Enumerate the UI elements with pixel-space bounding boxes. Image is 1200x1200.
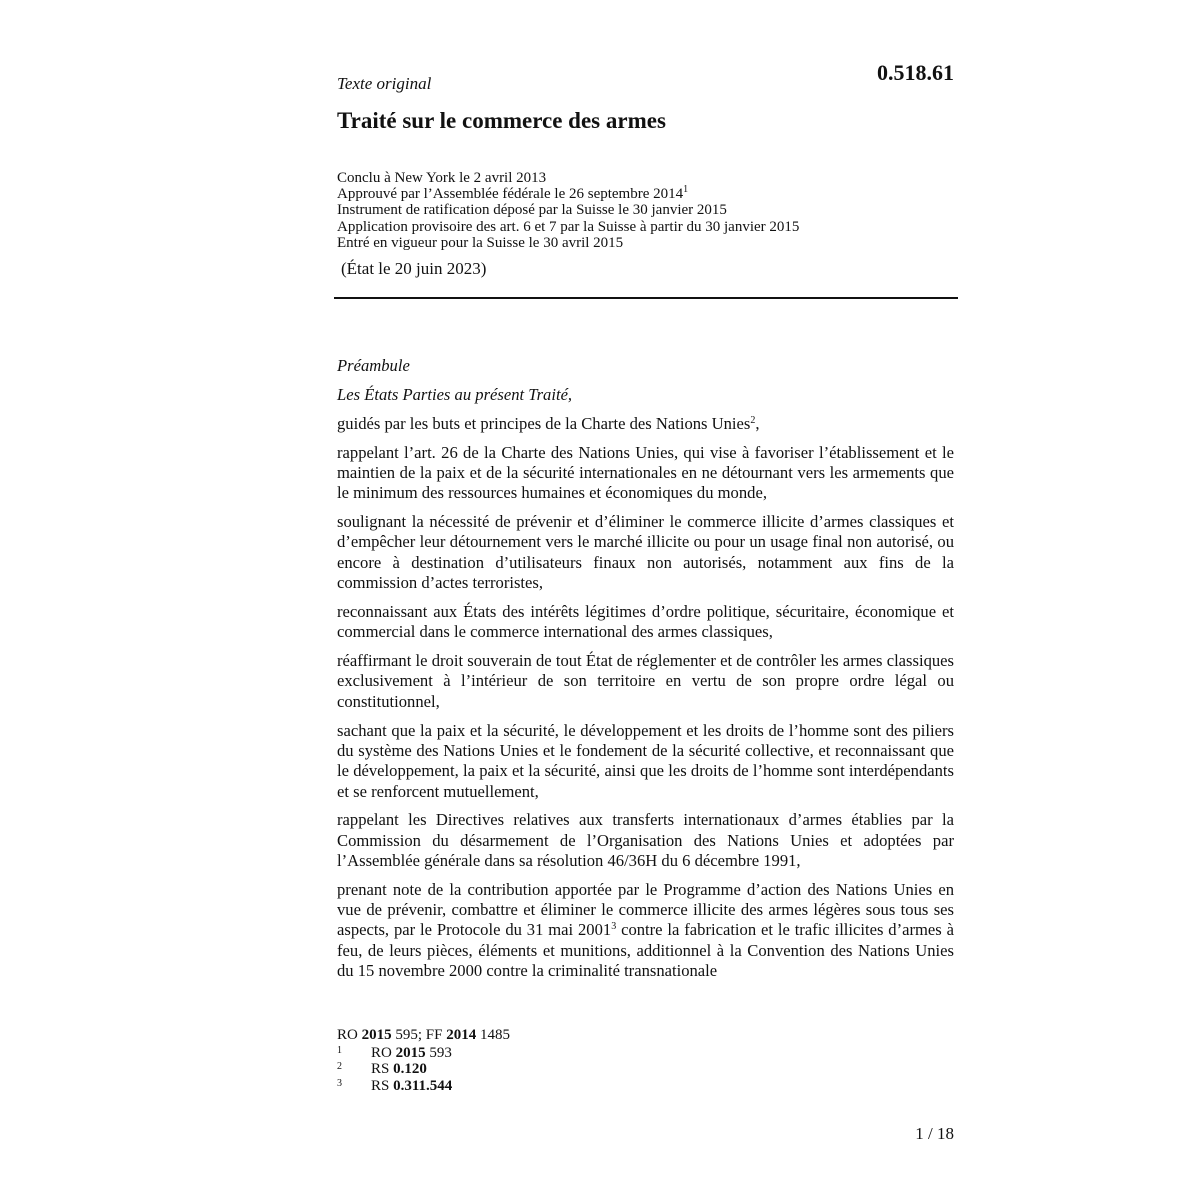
footnote: 3 RS 0.311.544 (337, 1077, 453, 1094)
footnote: 1 RO 2015 593 (337, 1045, 452, 1061)
law-number: 0.518.61 (877, 60, 954, 85)
preamble-paragraph: sachant que la paix et la sécurité, le développement et les droits de l’homme sont des piliers du système des Nations Unies et le fondement de la sécurité collective, et reconnaissant que le développement, la paix et la sécurité, ainsi que les droits de l’homme sont interdépendants et se renforcent mutuellement, (337, 720, 954, 801)
footnote-ref[interactable]: 2 (750, 414, 756, 426)
meta-line: Conclu à New York le 2 avril 2013 (337, 170, 547, 186)
meta-line: Entré en vigueur pour la Suisse le 30 avril 2015 (337, 234, 624, 251)
preamble-heading: Préambule (337, 356, 410, 375)
preamble-paragraph: rappelant l’art. 26 de la Charte des Nations Unies, qui vise à favoriser l’établissement et le maintien de la paix et de la sécurité internationales en ne détournant vers les armements que le minimum des ressources humaines et économiques du monde, (337, 442, 954, 503)
footnote: 2 RS 0.120 (337, 1061, 427, 1078)
meta-line: Instrument de ratification déposé par la Suisse le 30 janvier 2015 (337, 202, 727, 219)
preamble-paragraph: prenant note de la contribution apportée par le Programme d’action des Nations Unies en vue de prévenir, combattre et éliminer le commerce illicite des armes légères sous tous ses aspects, par le Protocole du 31 mai 2001$^3$ contre la fabrication et le trafic illicites d’armes à feu, de leurs pièces, éléments et munitions, additionnel à la Convention des Nations Unies du 15 novembre 2000 contre la criminalité transnationale (337, 879, 954, 981)
meta-line: Approuvé par l’Assemblée fédérale le 26 septembre 2014$^1$ (337, 184, 689, 203)
preamble-paragraph: soulignant la nécessité de prévenir et d’éliminer le commerce illicite d’armes classiques et d’empêcher leur détournement vers le marché illicite ou pour un usage final non autorisé, ou encore à destination d’utilisateurs finaux non autorisés, notamment aux fins de la commission d’actes terroristes, (337, 512, 954, 593)
conclusion-metadata (337, 170, 957, 251)
footnote-ref[interactable]: 1 (683, 184, 689, 196)
page-number: 1 / 18 (915, 1124, 954, 1143)
text-status: Texte original (337, 74, 432, 93)
preamble (337, 356, 954, 990)
footnotes (337, 1045, 452, 1094)
state-date: (État le 20 juin 2023) (341, 259, 487, 278)
meta-line: Application provisoire des art. 6 et 7 par la Suisse à partir du 30 janvier 2015 (337, 218, 800, 235)
preamble-paragraph: guidés par les buts et principes de la Charte des Nations Unies$^2$, (337, 413, 760, 433)
preamble-paragraph: réaffirmant le droit souverain de tout État de réglementer et de contrôler les armes classiques exclusivement à l’intérieur de son territoire en vertu de son propre ordre légal ou constitutionnel, (337, 651, 954, 711)
footnote-ref[interactable]: 3 (611, 921, 617, 933)
preamble-paragraph: reconnaissant aux États des intérêts légitimes d’ordre politique, sécuritaire, économique et commercial dans le commerce international des armes classiques, (337, 601, 954, 642)
preamble-paragraph: rappelant les Directives relatives aux transferts internationaux d’armes établies par la Commission du désarmement de l’Organisation des Nations Unies et adoptées par l’Assemblée générale dans sa résolution 46/36H du 6 décembre 1991, (337, 810, 954, 870)
document-page (337, 0, 954, 1200)
preamble-parties: Les États Parties au présent Traité, (337, 384, 573, 404)
header-divider (334, 297, 958, 299)
official-reference: RO 2015 595; FF 2014 1485 (337, 1027, 510, 1043)
document-title: Traité sur le commerce des armes (337, 108, 666, 133)
